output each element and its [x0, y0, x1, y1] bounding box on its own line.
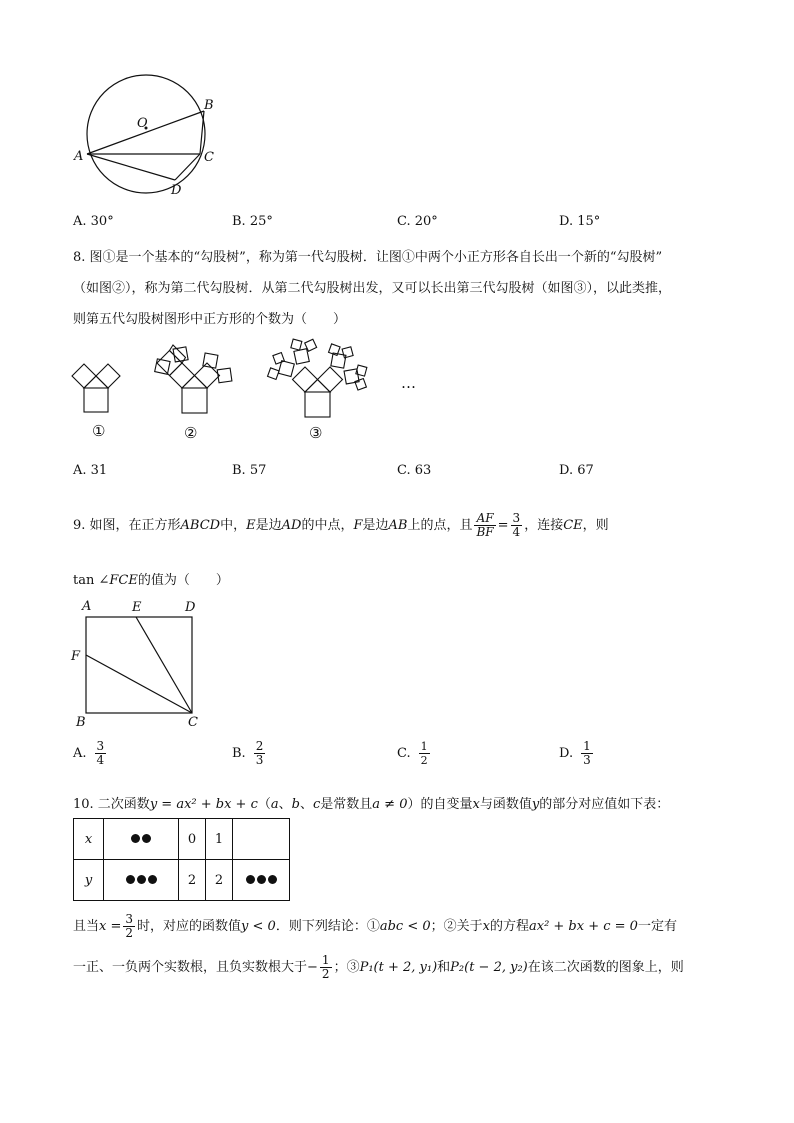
fraction-af-bf: $\frac{AF}{BF}$	[476, 511, 494, 539]
table-cell: 2	[179, 860, 206, 901]
tree-gen-1	[72, 364, 120, 412]
q7-option-d[interactable]: D. 15°	[559, 214, 601, 229]
table-row-x	[74, 819, 290, 860]
label-f: F	[71, 649, 81, 664]
label-e: E	[132, 600, 142, 615]
segment-ad	[87, 154, 175, 180]
q9-option-a[interactable]: A. $\frac{3}{4}$	[73, 739, 105, 767]
q8-option-c[interactable]: C. 63	[397, 463, 432, 478]
q7-circle-figure	[70, 66, 230, 202]
tree-gen-3	[268, 339, 367, 417]
fraction-3-4: $\frac{3}{4}$	[512, 511, 521, 539]
label-a: A	[74, 149, 84, 164]
q7-option-c[interactable]: C. 20°	[397, 214, 438, 229]
q10-stem-line1: 10. 二次函数y = ax² + bx + c（a、b、c是常数且a ≠ 0）的自变量x与函数值y的部分对应值如下表：	[73, 797, 670, 812]
table-row-y	[74, 860, 290, 901]
q8-stem-line1: 8. 图①是一个基本的“勾股树”，称为第一代勾股树．让图①中两个小正方形各自长出一个新的“勾股树”	[73, 250, 663, 265]
label-b: B	[204, 98, 214, 113]
q9-square-figure	[66, 592, 216, 732]
q7-option-a[interactable]: A. 30°	[73, 214, 114, 229]
q9-option-b[interactable]: B. $\frac{2}{3}$	[232, 739, 264, 767]
label-d: D	[185, 600, 196, 615]
label-c: C	[188, 715, 198, 730]
table-cell: 1	[206, 819, 233, 860]
segment-ce	[136, 617, 192, 713]
table-cell	[233, 819, 290, 860]
q9-stem-line1: 9. 如图，在正方形ABCD中，E是边AD的中点，F是边AB上的点，且 $\frac{AF}{BF}$ = $\frac{3}{4}$ ，连接CE，则	[73, 511, 609, 539]
label-d: D	[171, 183, 182, 198]
q8-stem-line3: 则第五代勾股树图形中正方形的个数为（ ）	[73, 312, 347, 327]
q8-trees-figure	[64, 336, 444, 444]
fig-label-1: ①	[92, 422, 106, 440]
q8-ellipsis: …	[401, 374, 416, 392]
q8-option-b[interactable]: B. 57	[232, 463, 267, 478]
table-cell: x	[74, 819, 104, 860]
label-o: O	[137, 116, 148, 131]
q8-option-d[interactable]: D. 67	[559, 463, 594, 478]
table-cell-dots	[104, 819, 179, 860]
tree-gen-2	[155, 345, 232, 413]
table-cell: 0	[179, 819, 206, 860]
q8-stem-line2: （如图②），称为第二代勾股树．从第二代勾股树出发，又可以长出第三代勾股树（如图③），以此类推，	[73, 281, 672, 296]
segment-cf	[86, 655, 192, 713]
q9-option-d[interactable]: D. $\frac{1}{3}$	[559, 739, 591, 767]
fig-label-2: ②	[184, 424, 198, 442]
label-c: C	[204, 150, 214, 165]
q9-option-c[interactable]: C. $\frac{1}{2}$	[397, 740, 428, 767]
value-table	[73, 818, 290, 901]
table-cell-dots	[233, 860, 290, 901]
q9-stem-line2: tan ∠FCE的值为（ ）	[73, 573, 229, 588]
q10-stem-line3: 一正、一负两个实数根，且负实数根大于− $\frac{1}{2}$ ；③P₁(t + 2, y₁)和P₂(t − 2, y₂)在该二次函数的图象上，则	[73, 953, 684, 981]
label-a: A	[82, 599, 92, 614]
square-abcd	[86, 617, 192, 713]
label-b: B	[76, 715, 86, 730]
q8-option-a[interactable]: A. 31	[73, 463, 108, 478]
table-cell-dots	[104, 860, 179, 901]
fig-label-3: ③	[309, 424, 323, 442]
q10-stem-line2: 且当x = $\frac{3}{2}$ 时，对应的函数值y < 0．则下列结论：①abc < 0；②关于x的方程ax² + bx + c = 0一定有	[73, 912, 677, 940]
table-cell: y	[74, 860, 104, 901]
q7-option-b[interactable]: B. 25°	[232, 214, 273, 229]
table-cell: 2	[206, 860, 233, 901]
circle-o	[87, 75, 205, 193]
